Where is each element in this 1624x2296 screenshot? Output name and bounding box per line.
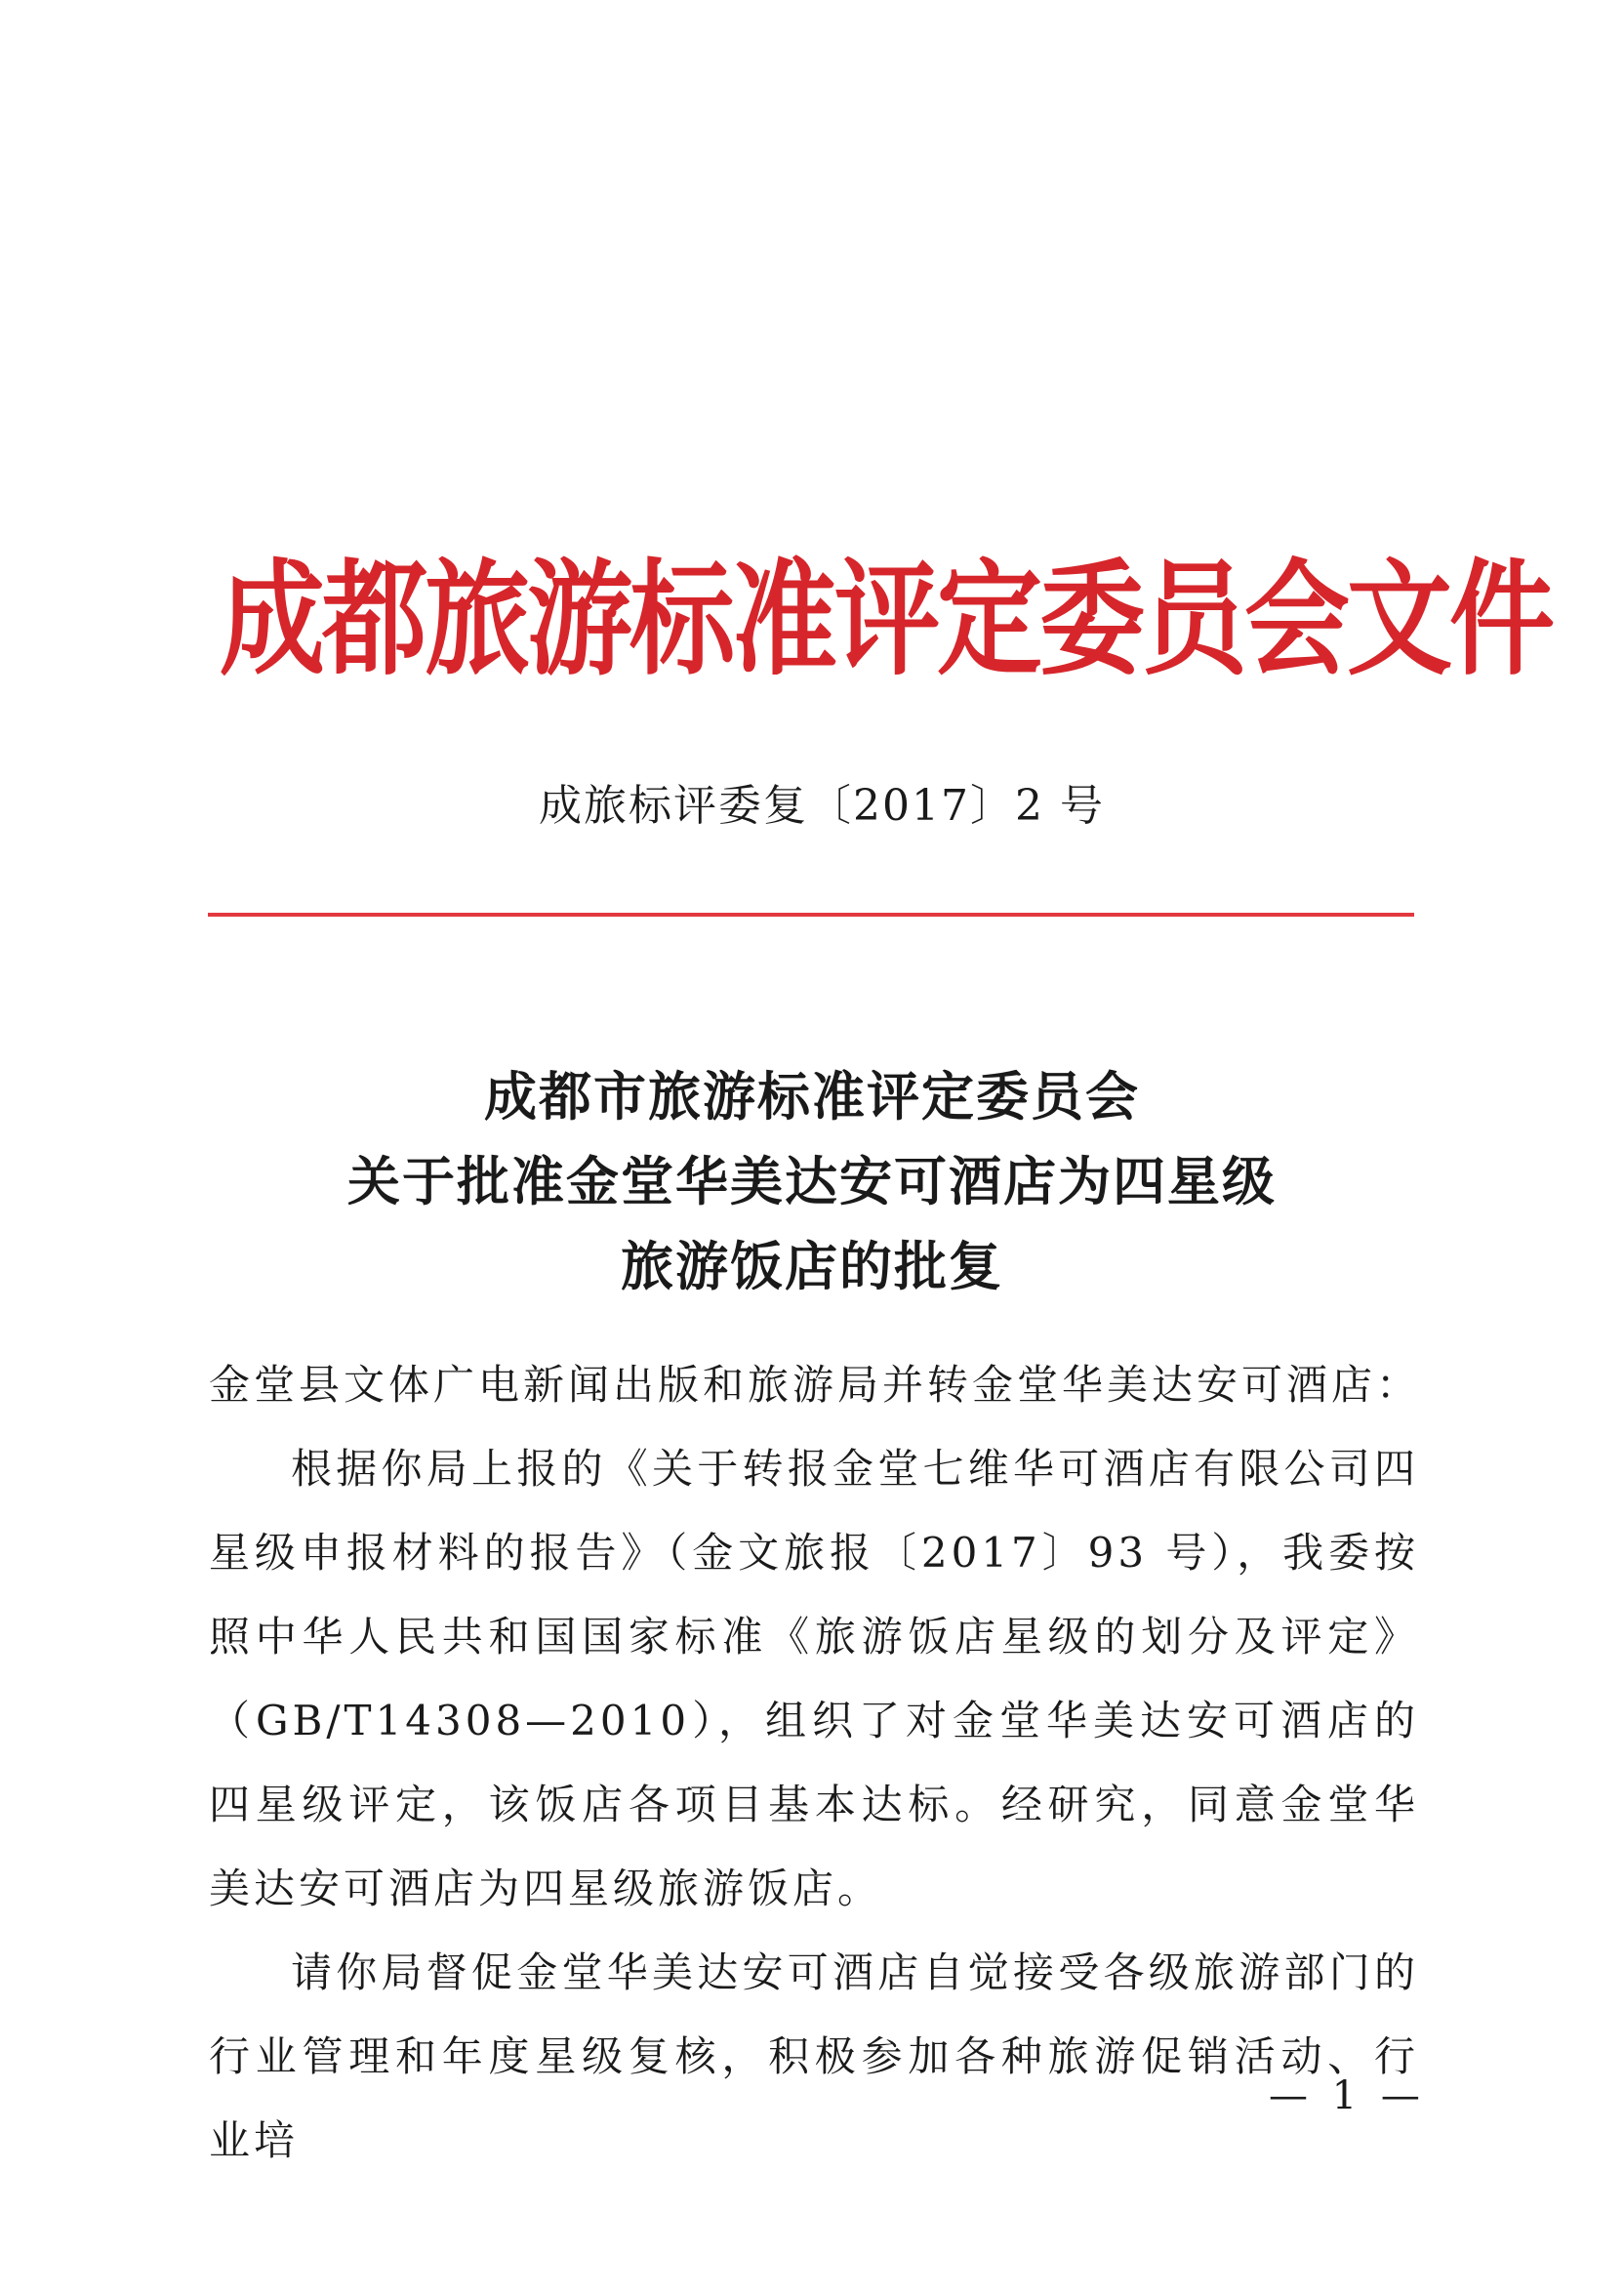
body-paragraph-1: 根据你局上报的《关于转报金堂七维华可酒店有限公司四星级申报材料的报告》（金文旅报〔2017〕93 号），我委按照中华人民共和国国家标准《旅游饭店星级的划分及评定》（GB/T14308—2010），组织了对金堂华美达安可酒店的四星级评定，该饭店各项目基本达标。经研究，同意金堂华美达安可酒店为四星级旅游饭店。 (209, 1445, 1419, 1912)
document-title (176, 1054, 1448, 1309)
document-body (209, 1343, 1422, 2183)
addressee-line: 金堂县文体广电新闻出版和旅游局并转金堂华美达安可酒店： (209, 1361, 1422, 1409)
issuer-header-title: 成都旅游标准评定委员会文件 (220, 547, 1553, 693)
body-paragraph-2: 请你局督促金堂华美达安可酒店自觉接受各级旅游部门的行业管理和年度星级复核，积极参加各种旅游促销活动、行业培 (209, 1948, 1419, 2164)
page-number: — 1 — (1269, 2073, 1426, 2118)
red-divider-rule (208, 913, 1414, 917)
document-number: 成旅标评委复〔2017〕2 号 (539, 781, 1105, 831)
document-title-line-1: 成都市旅游标准评定委员会 (484, 1065, 1140, 1128)
document-title-line-2: 关于批准金堂华美达安可酒店为四星级 (347, 1150, 1277, 1212)
document-title-line-3: 旅游饭店的批复 (621, 1235, 1003, 1297)
